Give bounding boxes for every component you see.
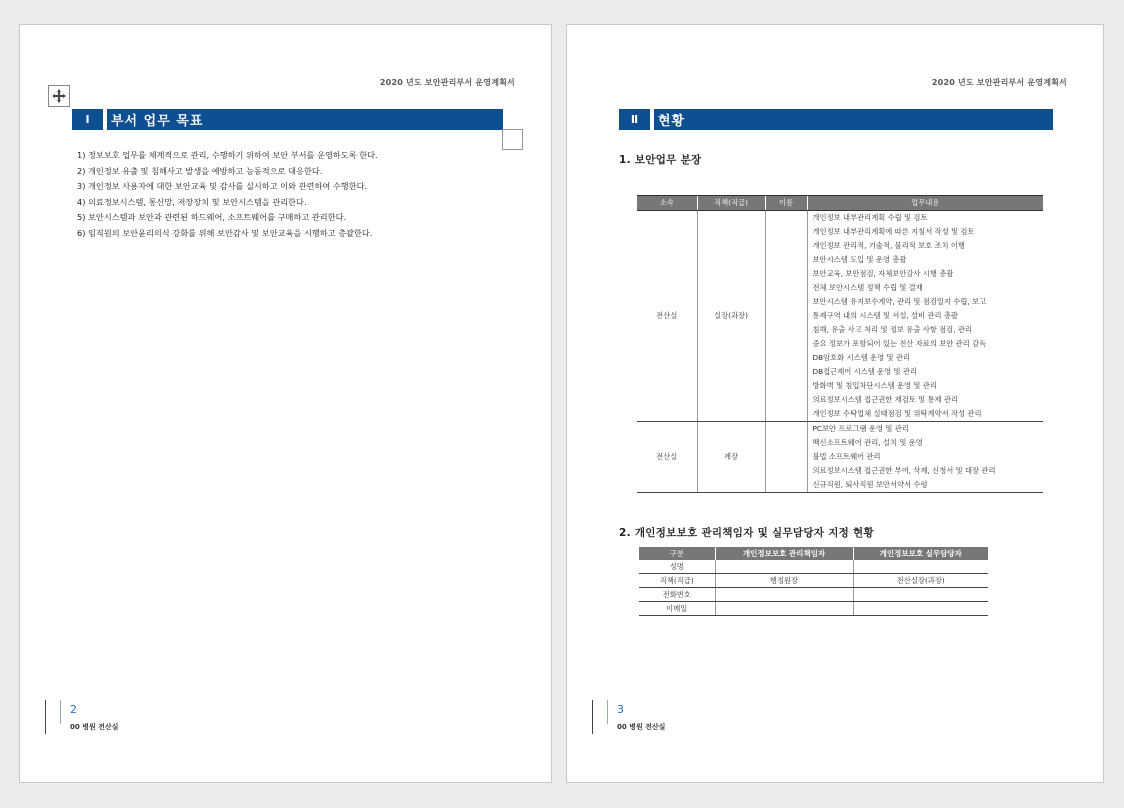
column-header: 개인정보보호 관리책임자 — [715, 547, 853, 560]
security-duty-table — [637, 195, 1043, 493]
column-header: 개인정보보호 실무담당자 — [853, 547, 988, 560]
task-item: DB암호화 시스템 운영 및 관리 — [812, 353, 910, 362]
table-row — [637, 422, 1043, 493]
task-item: 의료정보시스템 접근권한 재검토 및 통제 관리 — [812, 395, 959, 404]
task-item: 개인정보 내부관리계획 수립 및 검토 — [812, 213, 928, 222]
doc-header-title: 2020 년도 보안관리부서 운영계획서 — [931, 78, 1067, 87]
task-item: 개인정보 내부관리계획에 따른 지침서 작성 및 검토 — [812, 227, 975, 236]
task-item: 중요 정보가 포함되어 있는 전산 자료의 보안 관리 감독 — [812, 339, 987, 348]
task-item: 개인정보 관리적, 기술적, 물리적 보호 조치 이행 — [812, 241, 965, 250]
table-header-row — [637, 196, 1043, 211]
footer-divider — [592, 700, 593, 734]
goal-item: 2) 개인정보 유출 및 침해사고 발생을 예방하고 능동적으로 대응한다. — [77, 165, 323, 176]
privacy-officer-table — [639, 547, 988, 616]
manager-cell[interactable] — [715, 560, 853, 574]
row-label: 전화번호 — [639, 588, 715, 602]
manager-cell[interactable]: 행정원장 — [715, 574, 853, 588]
table-row — [639, 588, 988, 602]
goal-item: 4) 의료정보시스템, 통신망, 저장장치 및 보안시스템을 관리한다. — [77, 196, 307, 207]
task-item: 개인정보 수탁업체 실태점검 및 위탁계약서 작성 관리 — [812, 409, 982, 418]
table-header-row — [639, 547, 988, 560]
task-item: PC보안 프로그램 운영 및 관리 — [812, 424, 909, 433]
table-move-handle-icon[interactable] — [48, 85, 70, 107]
position-cell: 실장(과장) — [697, 211, 765, 422]
goal-item: 3) 개인정보 사용자에 대한 보안교육 및 감사를 실시하고 이와 관련하여 수행한다. — [77, 181, 368, 191]
footer-org: 00 병원 전산실 — [617, 723, 666, 731]
task-item: DB접근제어 시스템 운영 및 관리 — [812, 367, 917, 376]
department-goals-list — [77, 148, 378, 241]
page-number: 2 — [70, 703, 77, 716]
column-header: 이름 — [765, 196, 807, 211]
name-cell[interactable] — [765, 211, 807, 422]
goal-item: 6) 임직원의 보안윤리의식 강화를 위해 보안감사 및 보안교육을 시행하고 총괄한다. — [77, 227, 373, 238]
position-cell: 계장 — [697, 422, 765, 493]
task-item: 통제구역 내의 시스템 및 서설, 설비 관리 총괄 — [812, 311, 958, 320]
table-row — [639, 574, 988, 588]
subsection-2-title: 2. 개인정보보호 관리책임자 및 실무담당자 지정 현황 — [619, 527, 874, 539]
manager-cell[interactable] — [715, 602, 853, 616]
table-row — [639, 602, 988, 616]
document-page-2 — [19, 24, 552, 783]
goal-item: 1) 정보보호 업무를 체계적으로 관리, 수행하기 위하여 보안 부서를 운영하도록 한다. — [77, 150, 378, 160]
section-1-number: Ⅰ — [72, 109, 103, 130]
column-header: 업무내용 — [807, 196, 1043, 211]
task-item: 보안시스템 유지보수계약, 관리 및 점검일지 수립, 보고 — [812, 297, 987, 306]
staff-cell[interactable] — [853, 602, 988, 616]
name-cell[interactable] — [765, 422, 807, 493]
staff-cell[interactable] — [853, 588, 988, 602]
table-row — [639, 560, 988, 574]
dept-cell: 전산실 — [637, 211, 697, 422]
task-item: 신규직원, 퇴사직원 보안서약서 수령 — [812, 480, 928, 489]
column-header: 소속 — [637, 196, 697, 211]
document-page-3 — [566, 24, 1104, 783]
task-list-cell — [807, 422, 1043, 493]
goal-item: 5) 보안시스템과 보안과 관련된 하드웨어, 소프트웨어를 구매하고 관리한다. — [77, 212, 347, 222]
task-item: 의료정보시스템 접근권한 부여, 삭제, 신청서 및 대장 관리 — [812, 466, 996, 475]
column-header: 구분 — [639, 547, 715, 560]
task-item: 보안시스템 도입 및 운영 총괄 — [812, 255, 907, 264]
doc-header-title: 2020 년도 보안관리부서 운영계획서 — [379, 78, 515, 87]
section-2-header — [619, 109, 1053, 130]
footer-divider — [60, 700, 61, 724]
task-item: 보안교육, 보안점검, 자체보안감사 시행 총괄 — [812, 269, 954, 278]
task-item: 불법 소프트웨어 관리 — [812, 452, 881, 461]
section-2-title: 현황 — [654, 109, 1053, 130]
footer-org: 00 병원 전산실 — [70, 723, 119, 731]
dept-cell: 전산실 — [637, 422, 697, 493]
section-2-number: Ⅱ — [619, 109, 650, 130]
task-item: 전체 보안시스템 정책 수립 및 결재 — [812, 283, 923, 292]
task-item: 방화벽 및 침입차단시스템 운영 및 관리 — [812, 381, 937, 390]
task-list-cell — [807, 211, 1043, 422]
section-1-title: 부서 업무 목표 — [107, 109, 503, 130]
footer-divider — [607, 700, 608, 724]
section-1-header — [72, 109, 503, 130]
manager-cell[interactable] — [715, 588, 853, 602]
row-label: 직책(직급) — [639, 574, 715, 588]
page-number: 3 — [617, 703, 624, 716]
table-row — [637, 211, 1043, 422]
task-item: 백신소프트웨어 관리, 설치 및 운영 — [812, 438, 923, 447]
staff-cell[interactable]: 전산실장(과장) — [853, 574, 988, 588]
row-label: 이메일 — [639, 602, 715, 616]
staff-cell[interactable] — [853, 560, 988, 574]
column-header: 직책(직급) — [697, 196, 765, 211]
subsection-1-title: 1. 보안업무 분장 — [619, 154, 702, 166]
footer-divider — [45, 700, 46, 734]
text-box-placeholder[interactable] — [502, 129, 523, 150]
task-item: 침해, 유출 사고 처리 및 정보 유출 사항 점검, 관리 — [812, 325, 972, 334]
row-label: 성명 — [639, 560, 715, 574]
